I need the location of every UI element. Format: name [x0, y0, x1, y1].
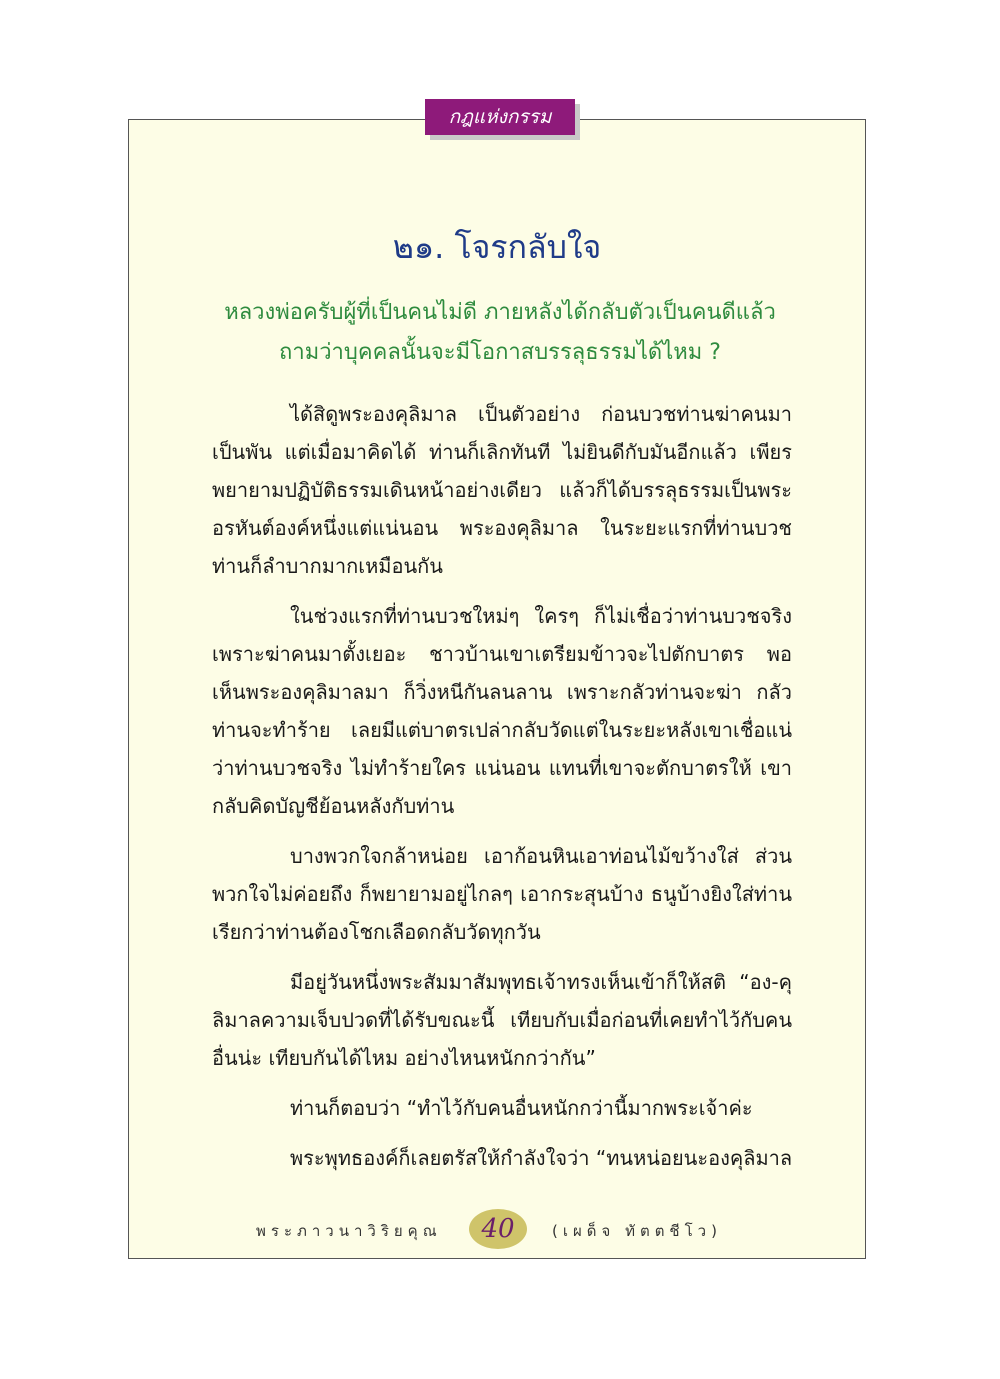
paragraph-6: พระพุทธองค์ก็เลยตรัสให้กำลังใจว่า “ทนหน่อยนะองคุลิมาล [290, 1146, 793, 1170]
page-number-badge: 40 [469, 1209, 527, 1249]
question-heading [200, 293, 800, 373]
footer-book-title: พระภาวนาวิริยคุณ [256, 1222, 442, 1240]
question-line-1: หลวงพ่อครับผู้ที่เป็นคนไม่ดี ภายหลังได้กลับตัวเป็นคนดีแล้ว [224, 300, 776, 325]
paragraph-5: ท่านก็ตอบว่า “ทำไว้กับคนอื่นหนักกว่านี้มากพระเจ้าค่ะ [290, 1096, 753, 1120]
chapter-title: ๒๑. โจรกลับใจ [392, 228, 602, 266]
paragraph-4: มีอยู่วันหนึ่งพระสัมมาสัมพุทธเจ้าทรงเห็นเข้าก็ให้สติ “อง-คุลิมาลความเจ็บปวดที่ได้รับขณะนี้ เทียบกับเมื่อก่อนที่เคยทำไว้กับคนอื่นน่ะ เทียบกันได้ไหม อย่างไหนหนักกว่ากัน” [212, 970, 792, 1070]
paragraph-2: ในช่วงแรกที่ท่านบวชใหม่ๆ ใครๆ ก็ไม่เชื่อว่าท่านบวชจริง เพราะฆ่าคนมาตั้งเยอะ ชาวบ้านเขาเตรียมข้าวจะไปตักบาตร พอเห็นพระองคุลิมาลมา ก็วิ่งหนีกันลนลาน เพราะกลัวท่านจะฆ่า กลัวท่านจะทำร้าย เลยมีแต่บาตรเปล่ากลับวัดแต่ในระยะหลังเขาเชื่อแน่ว่าท่านบวชจริง ไม่ทำร้ายใคร แน่นอน แทนที่เขาจะตักบาตรให้ เขากลับคิดบัญชีย้อนหลังกับท่าน [212, 604, 792, 818]
body-text [212, 395, 792, 1189]
section-header-tab: กฎแห่งกรรม [425, 99, 575, 135]
question-line-2: ถามว่าบุคคลนั้นจะมีโอกาสบรรลุธรรมได้ไหม ? [279, 340, 721, 365]
paragraph-1: ได้สิดูพระองคุลิมาล เป็นตัวอย่าง ก่อนบวชท่านฆ่าคนมาเป็นพัน แต่เมื่อมาคิดได้ ท่านก็เลิกทันที ไม่ยินดีกับมันอีกแล้ว เพียรพยายามปฏิบัติธรรมเดินหน้าอย่างเดียว แล้วก็ได้บรรลุธรรมเป็นพระอรหันต์องค์หนึ่งแต่แน่นอน พระองคุลิมาล ในระยะแรกที่ท่านบวชท่านก็ลำบากมากเหมือนกัน [212, 402, 792, 578]
footer-author: (เผด็จ ทัตตชีโว) [552, 1222, 722, 1240]
paragraph-3: บางพวกใจกล้าหน่อย เอาก้อนหินเอาท่อนไม้ขว้างใส่ ส่วนพวกใจไม่ค่อยถึง ก็พยายามอยู่ไกลๆ เอากระสุนบ้าง ธนูบ้างยิงใส่ท่าน เรียกว่าท่านต้องโชกเลือดกลับวัดทุกวัน [212, 844, 792, 944]
page-footer [128, 1205, 866, 1255]
